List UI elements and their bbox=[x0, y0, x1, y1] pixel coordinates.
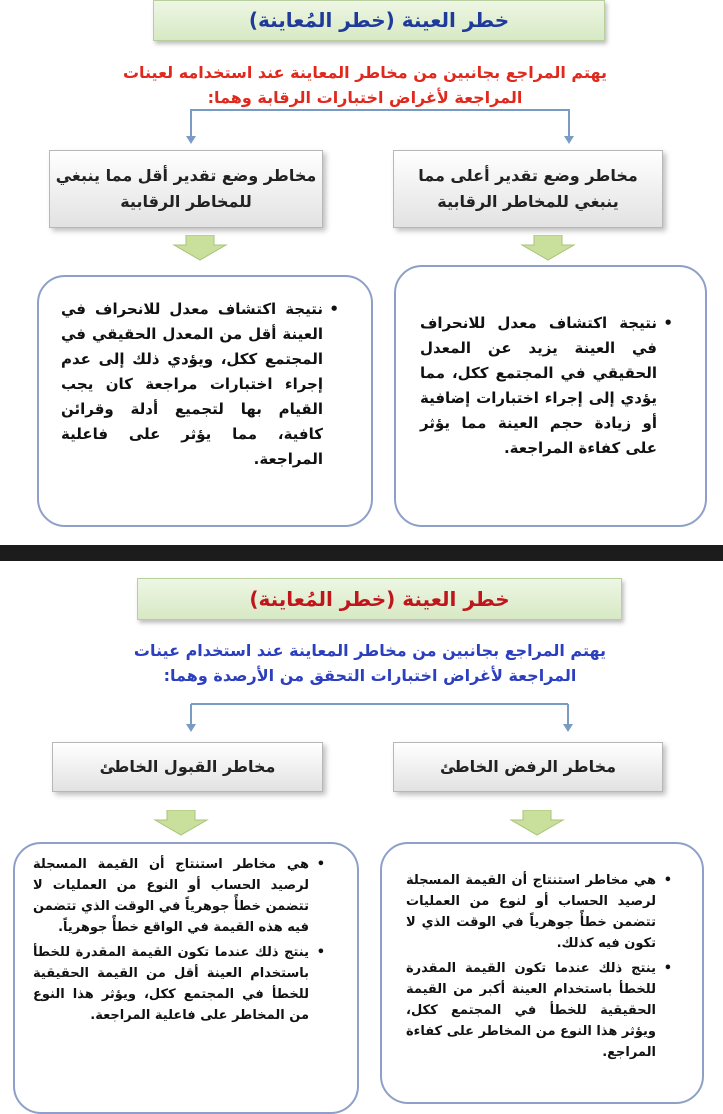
slide2-category-left bbox=[52, 742, 323, 792]
slide2-intro bbox=[60, 638, 680, 688]
list-item: • هي مخاطر استنتاج أن القيمة المسجلة لرصيد الحساب أو النوع من العمليات لا تتضمن خطأً جوهرياً في الوقت الذي تتضمن فيه هذه القيمة في الواقع خطأً جوهرياً. bbox=[33, 854, 309, 938]
slide1-down-arrow-right bbox=[520, 235, 576, 261]
slide1-title: خطر العينة (خطر المُعاينة) bbox=[248, 8, 510, 32]
slide2-branch-arrows bbox=[0, 700, 723, 740]
slide1-category-right-label: مخاطر وضع تقدير أعلى مما ينبغي للمخاطر الرقابية bbox=[418, 166, 638, 211]
slide2-bubble-left bbox=[13, 842, 359, 1114]
slide2-title-box bbox=[137, 578, 622, 620]
slide2-category-left-label: مخاطر القبول الخاطئ bbox=[99, 757, 276, 776]
list-item: • ينتج ذلك عندما تكون القيمة المقدرة للخطأ باستخدام العينة أقل من القيمة الحقيقية للخطأ في المجتمع ككل، ويؤثر هذا النوع من المخاطر على فاعلية المراجعة. bbox=[33, 942, 309, 1026]
list-item: • نتيجة اكتشاف معدل للانحراف في العينة يزيد عن المعدل الحقيقي في المجتمع ككل، مما يؤدي إلى إجراء اختبارات إضافية أو زيادة حجم العينة مما يؤثر على كفاءة المراجعة. bbox=[420, 311, 657, 461]
slide1-category-right bbox=[393, 150, 663, 228]
slide1-bubble-left bbox=[37, 275, 373, 527]
slide1-bullets-left bbox=[61, 297, 345, 472]
slide2-down-arrow-right bbox=[509, 810, 565, 836]
slide1-bullets-right bbox=[420, 311, 679, 461]
slide1-intro-line1: يهتم المراجع بجانبين من مخاطر المعاينة عند استخدامه لعينات bbox=[122, 63, 608, 82]
slide2-title: خطر العينة (خطر المُعاينة) bbox=[249, 587, 510, 611]
slide1-intro-line2: المراجعة لأغراض اختبارات الرقابة وهما: bbox=[207, 88, 523, 107]
list-item: • نتيجة اكتشاف معدل للانحراف في العينة أقل من المعدل الحقيقي في المجتمع ككل، ويؤدي ذلك إلى عدم إجراء اختبارات مراجعة كان يجب القيام بها لتجميع أدلة وقرائن كافية، مما يؤثر على فاعلية المراجعة. bbox=[61, 297, 323, 472]
slide1-bubble-right bbox=[394, 265, 707, 527]
slide2-down-arrow-left bbox=[153, 810, 209, 836]
slide2-intro-line2: المراجعة لأغراض اختبارات التحقق من الأرصدة وهما: bbox=[163, 666, 577, 685]
list-item: • هي مخاطر استنتاج أن القيمة المسجلة لرصيد الحساب أو لنوع من العمليات تتضمن خطأً جوهرياً في الوقت الذي لا تكون فيه كذلك. bbox=[406, 870, 656, 954]
slide1-category-left bbox=[49, 150, 323, 228]
slide1-category-left-label: مخاطر وضع تقدير أقل مما ينبغي للمخاطر الرقابية bbox=[55, 166, 317, 211]
slide2-intro-line1: يهتم المراجع بجانبين من مخاطر المعاينة عند استخدام عينات bbox=[133, 641, 607, 660]
slide1-branch-arrows bbox=[0, 108, 723, 148]
slide2-category-right-label: مخاطر الرفض الخاطئ bbox=[439, 757, 617, 776]
slide1-title-box bbox=[153, 0, 605, 41]
slide2-bullets-right bbox=[406, 870, 678, 1063]
slide2-bullets-left bbox=[33, 854, 331, 1026]
slide1-down-arrow-left bbox=[172, 235, 228, 261]
slide2-category-right bbox=[393, 742, 663, 792]
slide1-intro bbox=[40, 60, 690, 110]
slide2-bubble-right bbox=[380, 842, 704, 1104]
list-item: • ينتج ذلك عندما تكون القيمة المقدرة للخطأ باستخدام العينة أكبر من القيمة الحقيقية للخطأ في المجتمع ككل، ويؤثر هذا النوع من المخاطر على كفاءة المراجع. bbox=[406, 958, 656, 1063]
slide-divider bbox=[0, 545, 723, 561]
